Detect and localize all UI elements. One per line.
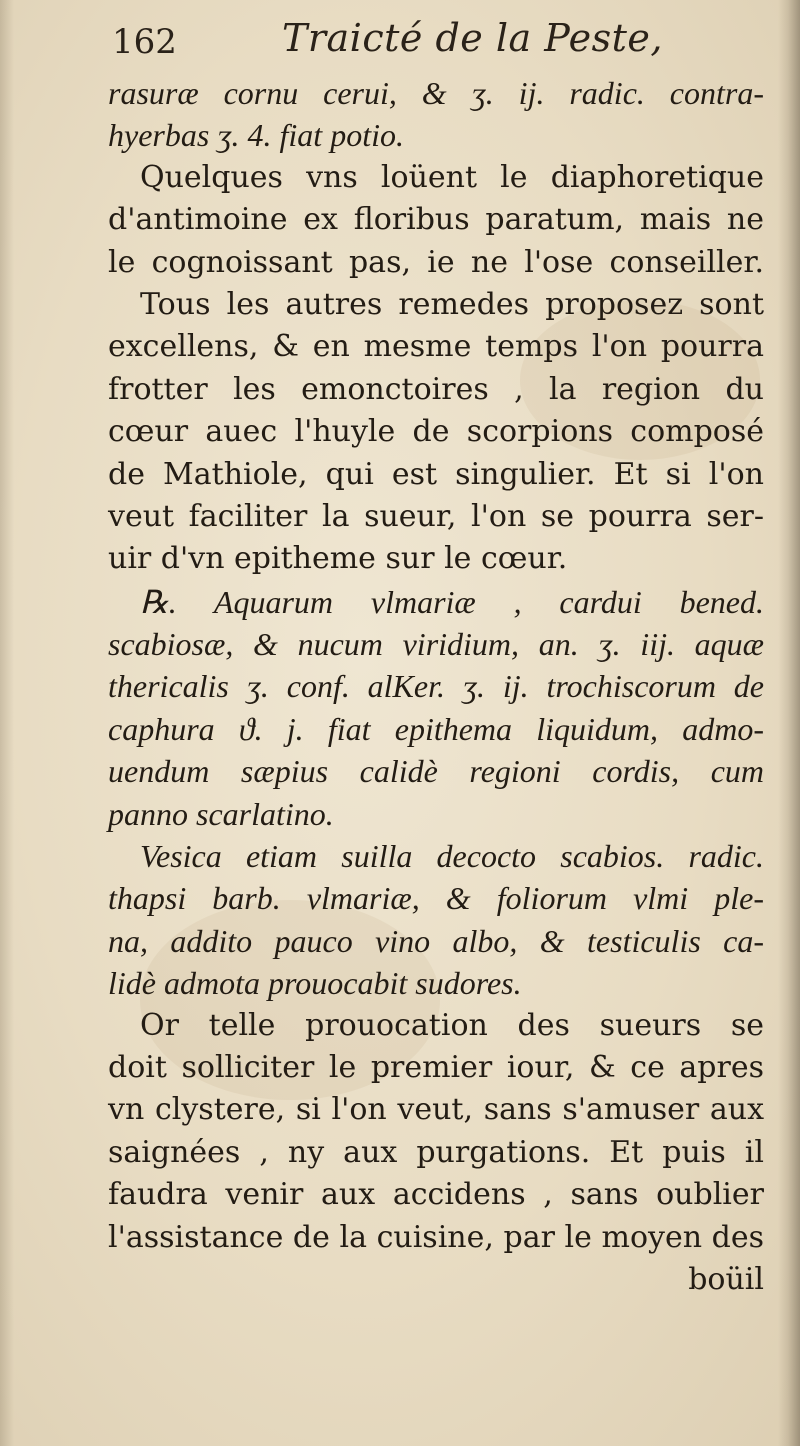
text-line: Quelques vns loüent le diaphoretique (140, 159, 764, 195)
text-line: saignées , ny aux purgations. Et puis il (108, 1134, 764, 1170)
text-line: de Mathiole, qui est singulier. Et si l'on (108, 456, 764, 492)
text-line: hyerbas ʒ. 4. fiat potio. (108, 117, 404, 154)
text-line: Tous les autres remedes proposez sont (140, 286, 764, 322)
page-gutter-shadow (0, 0, 14, 1446)
text-line: Or telle prouocation des sueurs se (140, 1007, 764, 1043)
text-line: lidè admota prouocabit sudores. (108, 965, 522, 1002)
text-line: l'assistance de la cuisine, par le moyen des (108, 1219, 764, 1255)
page-edge-shadow (778, 0, 800, 1446)
text-line: vn clystere, si l'on veut, sans s'amuser aux (108, 1092, 764, 1128)
catchword: boüil (688, 1261, 764, 1297)
page-number: 162 (112, 22, 177, 62)
text-line: veut faciliter la sueur, l'on se pourra ser- (108, 498, 764, 534)
text-line: frotter les emonctoires , la region du (108, 371, 764, 407)
body-text (108, 72, 764, 1301)
text-line: d'antimoine ex floribus paratum, mais ne (108, 202, 764, 238)
text-line: thapsi barb. vlmariæ, & foliorum vlmi ple- (108, 880, 764, 917)
page-header (0, 14, 800, 74)
text-line: scabiosæ, & nucum viridium, an. ʒ. iij. aquæ (108, 626, 764, 663)
text-line: uendum sæpius calidè regioni cordis, cum (108, 753, 764, 790)
text-line: Vesica etiam suilla decocto scabios. radic. (140, 838, 764, 875)
text-line: uir d'vn epitheme sur le cœur. (108, 541, 568, 577)
text-line: le cognoissant pas, ie ne l'ose conseiller. (108, 244, 764, 280)
text-line: panno scarlatino. (108, 795, 334, 832)
text-line: excellens, & en mesme temps l'on pourra (108, 329, 764, 365)
text-line: caphura ϑ. j. fiat epithema liquidum, admo- (108, 710, 764, 747)
text-line: na, addito pauco vino albo, & testiculis ca- (108, 922, 764, 959)
text-line: cœur auec l'huyle de scorpions composé (108, 414, 764, 450)
text-line: ℞. Aquarum vlmariæ , cardui bened. (140, 583, 764, 620)
running-title: Traicté de la Peste, (282, 16, 663, 60)
text-line: faudra venir aux accidens , sans oublier (108, 1177, 764, 1213)
text-line: thericalis ʒ. conf. alKer. ʒ. ij. trochiscorum de (108, 668, 764, 705)
text-line: doit solliciter le premier iour, & ce apres (108, 1049, 764, 1085)
text-line: rasuræ cornu cerui, & ʒ. ij. radic. contra- (108, 75, 764, 111)
